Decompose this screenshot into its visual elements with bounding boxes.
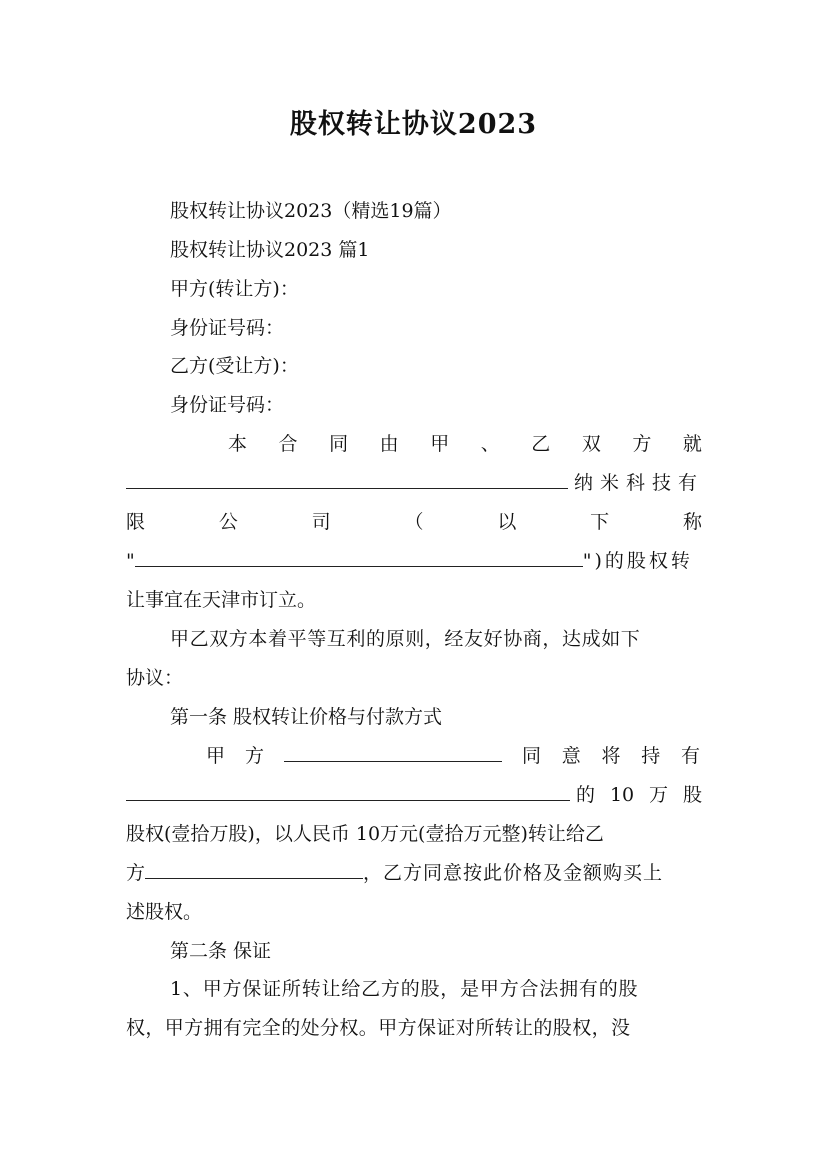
id-number-a-label: 身份证号码： — [170, 317, 285, 339]
paragraph-2-line-2: 协议： — [126, 667, 184, 689]
company-blank-2 — [126, 782, 570, 801]
paragraph-1-line-5: 让事宜在天津市订立。 — [126, 589, 317, 611]
chapter-heading: 股权转让协议2023 篇1 — [170, 239, 370, 261]
document-title: 股权转让协议2023 — [289, 109, 538, 140]
article-1-line-1: 甲 方 同 意 将 持 有 — [206, 745, 700, 767]
article-1-line-5: 述股权。 — [126, 901, 203, 923]
id-number-b-label: 身份证号码： — [170, 394, 285, 416]
paragraph-2-line-1: 甲乙双方本着平等互利的原则，经友好协商，达成如下 — [170, 628, 641, 650]
article-2-heading: 第二条 保证 — [170, 940, 272, 962]
company-name-blank — [126, 470, 568, 489]
article-1-line-4: 方 ，乙方同意按此价格及金额购买上 — [126, 862, 664, 884]
article-1-line-3: 股权(壹拾万股)，以人民币 10万元(壹拾万元整)转让给乙 — [126, 823, 604, 845]
paragraph-1-line-3: 限 公 司 （ 以 下 称 — [126, 511, 702, 533]
article-1-line-2: 的 10 万 股 — [126, 782, 702, 808]
transferor-name-blank — [284, 743, 502, 762]
article-2-line-1: 1、甲方保证所转让给乙方的股，是甲方合法拥有的股 — [170, 978, 639, 1000]
article-2-line-2: 权，甲方拥有完全的处分权。甲方保证对所转让的股权，没 — [126, 1017, 631, 1039]
article-1-heading: 第一条 股权转让价格与付款方式 — [170, 706, 443, 728]
short-name-blank — [135, 548, 583, 567]
document-subtitle: 股权转让协议2023（精选19篇） — [170, 200, 452, 222]
party-a-label: 甲方(转让方)： — [170, 278, 299, 300]
paragraph-1-line-4: " ")的股权转 — [126, 550, 693, 572]
paragraph-1-line-1: 本 合 同 由 甲 、 乙 双 方 就 — [228, 433, 702, 455]
transferee-name-blank — [145, 860, 363, 879]
party-b-label: 乙方(受让方)： — [170, 355, 299, 377]
paragraph-1-line-2: 纳米科技有 — [126, 470, 702, 496]
